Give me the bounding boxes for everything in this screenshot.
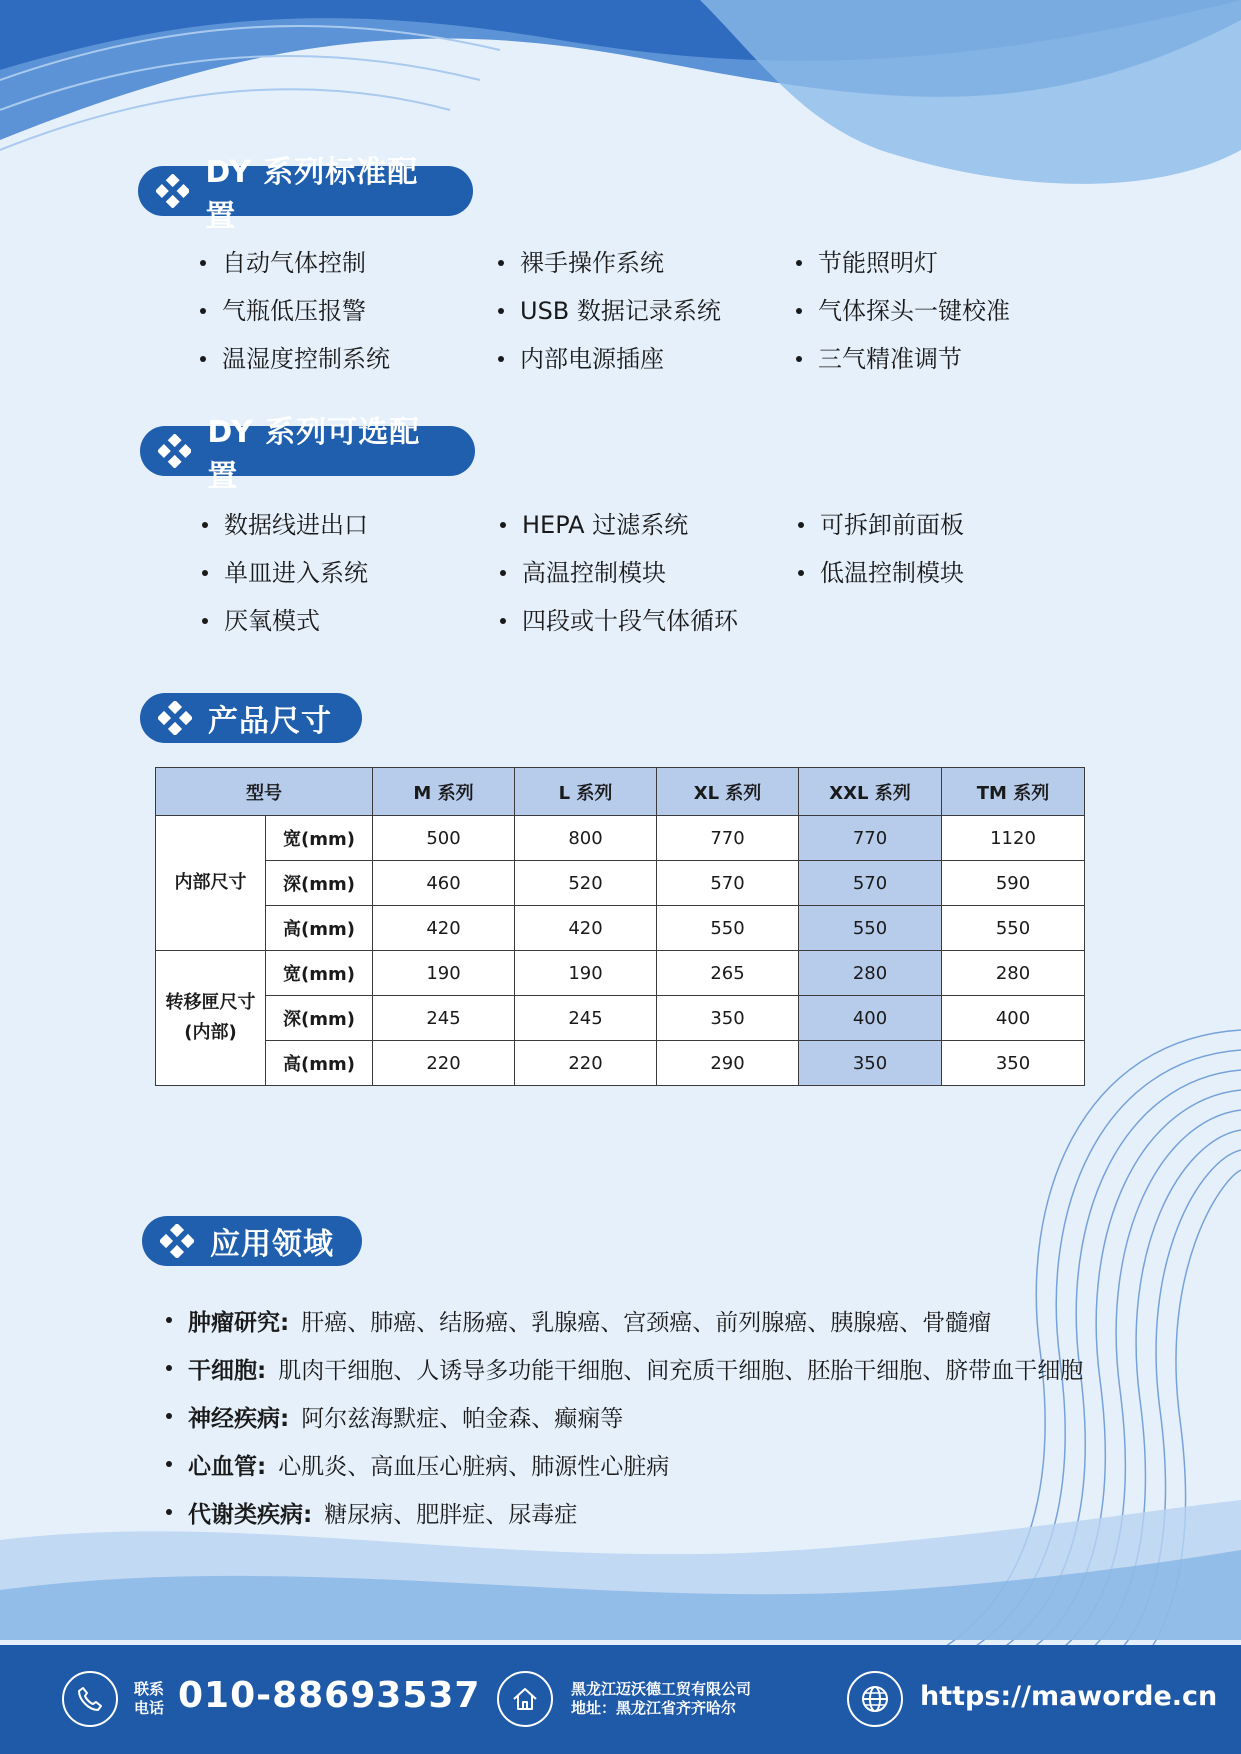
list-item: 干细胞: 肌肉干细胞、人诱导多功能干细胞、间充质干细胞、胚胎干细胞、脐带血干细胞	[166, 1344, 1083, 1392]
phone-label: 联系 电话	[134, 1680, 165, 1717]
size-table	[155, 767, 1085, 1086]
table-row	[156, 816, 1085, 861]
table-cell: 400	[942, 996, 1085, 1041]
list-item: 气体探头一键校准	[796, 293, 1094, 329]
company-address: 地址：黑龙江省齐齐哈尔	[571, 1699, 737, 1717]
product-size-heading	[140, 693, 362, 743]
product-size-title: 产品尺寸	[208, 704, 332, 739]
phone-number[interactable]: 010-88693537	[178, 1675, 481, 1716]
table-row	[156, 1041, 1085, 1086]
column-header: L 系列	[515, 768, 657, 816]
dimension-label: 高(mm)	[266, 906, 373, 951]
list-item: 自动气体控制	[200, 245, 498, 281]
table-cell: 550	[942, 906, 1085, 951]
table-cell: 190	[515, 951, 657, 996]
company-name: 黑龙江迈沃德工贸有限公司	[571, 1680, 752, 1698]
home-icon	[497, 1671, 553, 1727]
table-cell: 420	[515, 906, 657, 951]
applications-list	[166, 1296, 1083, 1536]
table-cell: 550	[657, 906, 799, 951]
column-header: 型号	[156, 768, 373, 816]
column-header: M 系列	[373, 768, 515, 816]
table-cell: 245	[373, 996, 515, 1041]
list-item: 低温控制模块	[798, 555, 1096, 591]
table-cell: 570	[657, 861, 799, 906]
table-header-row	[156, 768, 1085, 816]
table-cell: 520	[515, 861, 657, 906]
table-cell: 265	[657, 951, 799, 996]
list-item: 肿瘤研究: 肝癌、肺癌、结肠癌、乳腺癌、宫颈癌、前列腺癌、胰腺癌、骨髓瘤	[166, 1296, 1083, 1344]
diamond-cluster-icon	[158, 434, 191, 468]
list-item: 神经疾病: 阿尔兹海默症、帕金森、癫痫等	[166, 1392, 1083, 1440]
list-item: HEPA 过滤系统	[500, 507, 798, 543]
table-cell: 190	[373, 951, 515, 996]
table-row	[156, 951, 1085, 996]
list-item: 内部电源插座	[498, 341, 796, 377]
dimension-label: 宽(mm)	[266, 816, 373, 861]
column-header: XXL 系列	[799, 768, 942, 816]
table-cell: 280	[942, 951, 1085, 996]
optional-config-list	[202, 507, 1096, 639]
list-item: 可拆卸前面板	[798, 507, 1096, 543]
diamond-cluster-icon	[156, 174, 189, 208]
list-item: 心血管: 心肌炎、高血压心脏病、肺源性心脏病	[166, 1440, 1083, 1488]
table-cell: 220	[515, 1041, 657, 1086]
applications-title: 应用领域	[210, 1227, 334, 1262]
optional-config-title: DY 系列可选配置	[207, 415, 421, 494]
standard-config-list	[200, 245, 1094, 377]
standard-config-heading	[138, 155, 473, 234]
table-cell: 800	[515, 816, 657, 861]
group-label: 内部尺寸	[156, 816, 266, 951]
list-item: 四段或十段气体循环	[500, 603, 798, 639]
list-item: 单皿进入系统	[202, 555, 500, 591]
table-cell: 460	[373, 861, 515, 906]
table-cell: 770	[799, 816, 942, 861]
group-label: 转移匣尺寸 (内部)	[156, 951, 266, 1086]
standard-config-title: DY 系列标准配置	[205, 155, 419, 234]
table-cell: 350	[799, 1041, 942, 1086]
diamond-cluster-icon	[160, 1224, 194, 1258]
website-link[interactable]: https://maworde.cn	[920, 1681, 1218, 1712]
list-item: 高温控制模块	[500, 555, 798, 591]
table-cell: 770	[657, 816, 799, 861]
list-item: 节能照明灯	[796, 245, 1094, 281]
list-item: 厌氧模式	[202, 603, 500, 639]
column-header: XL 系列	[657, 768, 799, 816]
table-row	[156, 906, 1085, 951]
dimension-label: 高(mm)	[266, 1041, 373, 1086]
dimension-label: 深(mm)	[266, 861, 373, 906]
dimension-label: 深(mm)	[266, 996, 373, 1041]
footer-bar	[0, 1645, 1241, 1754]
table-cell: 570	[799, 861, 942, 906]
table-cell: 280	[799, 951, 942, 996]
list-item: 气瓶低压报警	[200, 293, 498, 329]
phone-icon	[62, 1671, 118, 1727]
table-row	[156, 861, 1085, 906]
table-row	[156, 996, 1085, 1041]
list-item: 温湿度控制系统	[200, 341, 498, 377]
table-cell: 500	[373, 816, 515, 861]
table-cell: 350	[657, 996, 799, 1041]
dimension-label: 宽(mm)	[266, 951, 373, 996]
table-cell: 1120	[942, 816, 1085, 861]
table-cell: 220	[373, 1041, 515, 1086]
table-cell: 350	[942, 1041, 1085, 1086]
table-cell: 290	[657, 1041, 799, 1086]
list-item: 数据线进出口	[202, 507, 500, 543]
list-item: 裸手操作系统	[498, 245, 796, 281]
company-info	[571, 1680, 751, 1718]
table-cell: 550	[799, 906, 942, 951]
applications-heading	[142, 1216, 362, 1266]
table-cell: 590	[942, 861, 1085, 906]
list-item: 三气精准调节	[796, 341, 1094, 377]
globe-icon	[847, 1671, 903, 1727]
table-cell: 420	[373, 906, 515, 951]
diamond-cluster-icon	[158, 701, 192, 735]
list-item: USB 数据记录系统	[498, 293, 796, 329]
table-cell: 245	[515, 996, 657, 1041]
list-item: 代谢类疾病: 糖尿病、肥胖症、尿毒症	[166, 1488, 1083, 1536]
column-header: TM 系列	[942, 768, 1085, 816]
optional-config-heading	[140, 415, 475, 494]
table-cell: 400	[799, 996, 942, 1041]
